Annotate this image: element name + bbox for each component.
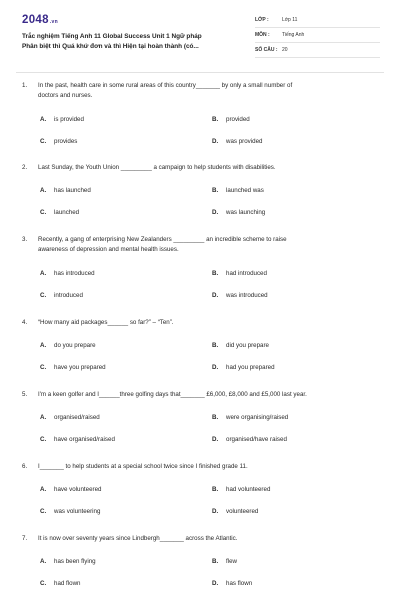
question-text	[22, 81, 382, 101]
option-text: do you prepare	[54, 342, 96, 349]
option-d[interactable]	[212, 364, 275, 371]
option-d[interactable]	[212, 580, 252, 587]
option-letter: D.	[212, 209, 219, 216]
option-text: organised/raised	[54, 414, 100, 421]
question-text	[22, 534, 382, 544]
question-line: “How many aid packages______ so far?” – “Ten”.	[38, 319, 174, 326]
option-c[interactable]	[40, 138, 77, 145]
question-text	[22, 390, 382, 400]
option-c[interactable]	[40, 292, 83, 299]
worksheet-title	[22, 32, 247, 51]
option-letter: C.	[40, 436, 47, 443]
option-letter: A.	[40, 187, 47, 194]
question-text	[22, 235, 382, 255]
option-letter: C.	[40, 508, 47, 515]
title-line-1: Trắc nghiệm Tiếng Anh 11 Global Success Unit 1 Ngữ pháp	[22, 33, 202, 40]
option-letter: B.	[212, 342, 219, 349]
option-b[interactable]	[212, 486, 270, 493]
option-text: were organising/raised	[226, 414, 289, 421]
meta-subject	[255, 30, 380, 43]
option-text: has flown	[226, 580, 253, 587]
option-text: had flown	[54, 580, 81, 587]
option-text: have you prepared	[54, 364, 106, 371]
question-line: I'm a keen golfer and I______three golfing days that_______ £6,000, £8,000 and £5,000 last year.	[38, 391, 307, 398]
option-letter: D.	[212, 292, 219, 299]
option-text: has been flying	[54, 558, 96, 565]
question-number: 1.	[22, 82, 28, 89]
question-text	[22, 163, 382, 173]
option-letter: D.	[212, 580, 219, 587]
option-text: had you prepared	[226, 364, 275, 371]
option-b[interactable]	[212, 342, 269, 349]
option-text: has introduced	[54, 270, 95, 277]
option-text: did you prepare	[226, 342, 269, 349]
option-c[interactable]	[40, 508, 100, 515]
option-text: was provided	[226, 138, 263, 145]
question-line: It is now over seventy years since Lindbergh_______ across the Atlantic.	[38, 535, 238, 542]
option-text: have organised/raised	[54, 436, 115, 443]
meta-key: MÔN :	[255, 32, 270, 38]
option-text: had volunteered	[226, 486, 271, 493]
question-number: 7.	[22, 535, 28, 542]
meta-value: Tiếng Anh	[282, 32, 305, 38]
question-number: 3.	[22, 236, 28, 243]
question-line: I_______ to help students at a special school twice since I finished grade 11.	[38, 463, 248, 470]
meta-key: SỐ CÂU :	[255, 47, 278, 53]
option-letter: A.	[40, 270, 47, 277]
option-d[interactable]	[212, 138, 262, 145]
option-b[interactable]	[212, 270, 267, 277]
option-a[interactable]	[40, 116, 84, 123]
option-b[interactable]	[212, 187, 264, 194]
option-text: had introduced	[226, 270, 267, 277]
option-letter: C.	[40, 138, 47, 145]
option-text: provided	[226, 116, 250, 123]
option-text: was launching	[226, 209, 266, 216]
option-b[interactable]	[212, 414, 288, 421]
meta-class	[255, 15, 380, 28]
option-c[interactable]	[40, 436, 115, 443]
option-letter: D.	[212, 436, 219, 443]
option-a[interactable]	[40, 187, 91, 194]
option-letter: A.	[40, 486, 47, 493]
option-c[interactable]	[40, 580, 81, 587]
option-letter: B.	[212, 414, 219, 421]
option-letter: B.	[212, 558, 219, 565]
question-number: 4.	[22, 319, 28, 326]
option-letter: A.	[40, 342, 47, 349]
site-logo[interactable]	[22, 14, 58, 26]
option-c[interactable]	[40, 209, 79, 216]
option-text: have volunteered	[54, 486, 102, 493]
option-text: flew	[226, 558, 238, 565]
option-c[interactable]	[40, 364, 106, 371]
option-letter: C.	[40, 292, 47, 299]
option-a[interactable]	[40, 558, 96, 565]
question-line: Last Sunday, the Youth Union _________ a campaign to help students with disabilities.	[38, 164, 276, 171]
question-line: awareness of depression and mental health issues.	[38, 246, 179, 253]
option-letter: A.	[40, 558, 47, 565]
option-text: volunteered	[226, 508, 259, 515]
meta-value: Lớp 11	[282, 17, 298, 23]
title-line-2: Phân biệt thì Quá khứ đơn và thì Hiện tại hoàn thành (có...	[22, 42, 199, 50]
question-line: Recently, a gang of enterprising New Zealanders _________ an incredible scheme to raise	[38, 236, 287, 243]
option-text: provides	[54, 138, 78, 145]
meta-key: LỚP :	[255, 17, 269, 23]
question-number: 2.	[22, 164, 28, 171]
option-text: launched	[54, 209, 80, 216]
option-text: was introduced	[226, 292, 268, 299]
logo-suffix: .vn	[49, 19, 58, 25]
question-line: In the past, health care in some rural areas of this country_______ by only a small number of	[38, 82, 293, 89]
option-text: was volunteering	[54, 508, 101, 515]
worksheet-header	[0, 0, 400, 68]
option-text: organised/have raised	[226, 436, 287, 443]
option-letter: D.	[212, 508, 219, 515]
option-text: is provided	[54, 116, 84, 123]
option-letter: B.	[212, 187, 219, 194]
option-letter: A.	[40, 116, 47, 123]
option-letter: C.	[40, 364, 47, 371]
option-d[interactable]	[212, 209, 265, 216]
option-text: has launched	[54, 187, 91, 194]
option-b[interactable]	[212, 116, 250, 123]
option-text: launched was	[226, 187, 264, 194]
question-line: doctors and nurses.	[38, 92, 93, 99]
question-number: 6.	[22, 463, 28, 470]
option-a[interactable]	[40, 414, 100, 421]
option-letter: C.	[40, 580, 47, 587]
option-d[interactable]	[212, 436, 287, 443]
option-letter: B.	[212, 270, 219, 277]
question-text	[22, 462, 382, 472]
option-letter: A.	[40, 414, 47, 421]
option-letter: C.	[40, 209, 47, 216]
option-d[interactable]	[212, 508, 258, 515]
option-a[interactable]	[40, 342, 96, 349]
option-letter: D.	[212, 364, 219, 371]
option-text: introduced	[54, 292, 83, 299]
question-number: 5.	[22, 391, 28, 398]
meta-count	[255, 45, 380, 58]
option-letter: D.	[212, 138, 219, 145]
option-a[interactable]	[40, 486, 101, 493]
option-b[interactable]	[212, 558, 237, 565]
option-a[interactable]	[40, 270, 95, 277]
option-letter: B.	[212, 116, 219, 123]
logo-text: 2048	[22, 14, 49, 26]
question-text	[22, 318, 382, 328]
option-letter: B.	[212, 486, 219, 493]
option-d[interactable]	[212, 292, 268, 299]
header-divider	[16, 72, 384, 73]
meta-value: 20	[282, 47, 288, 53]
